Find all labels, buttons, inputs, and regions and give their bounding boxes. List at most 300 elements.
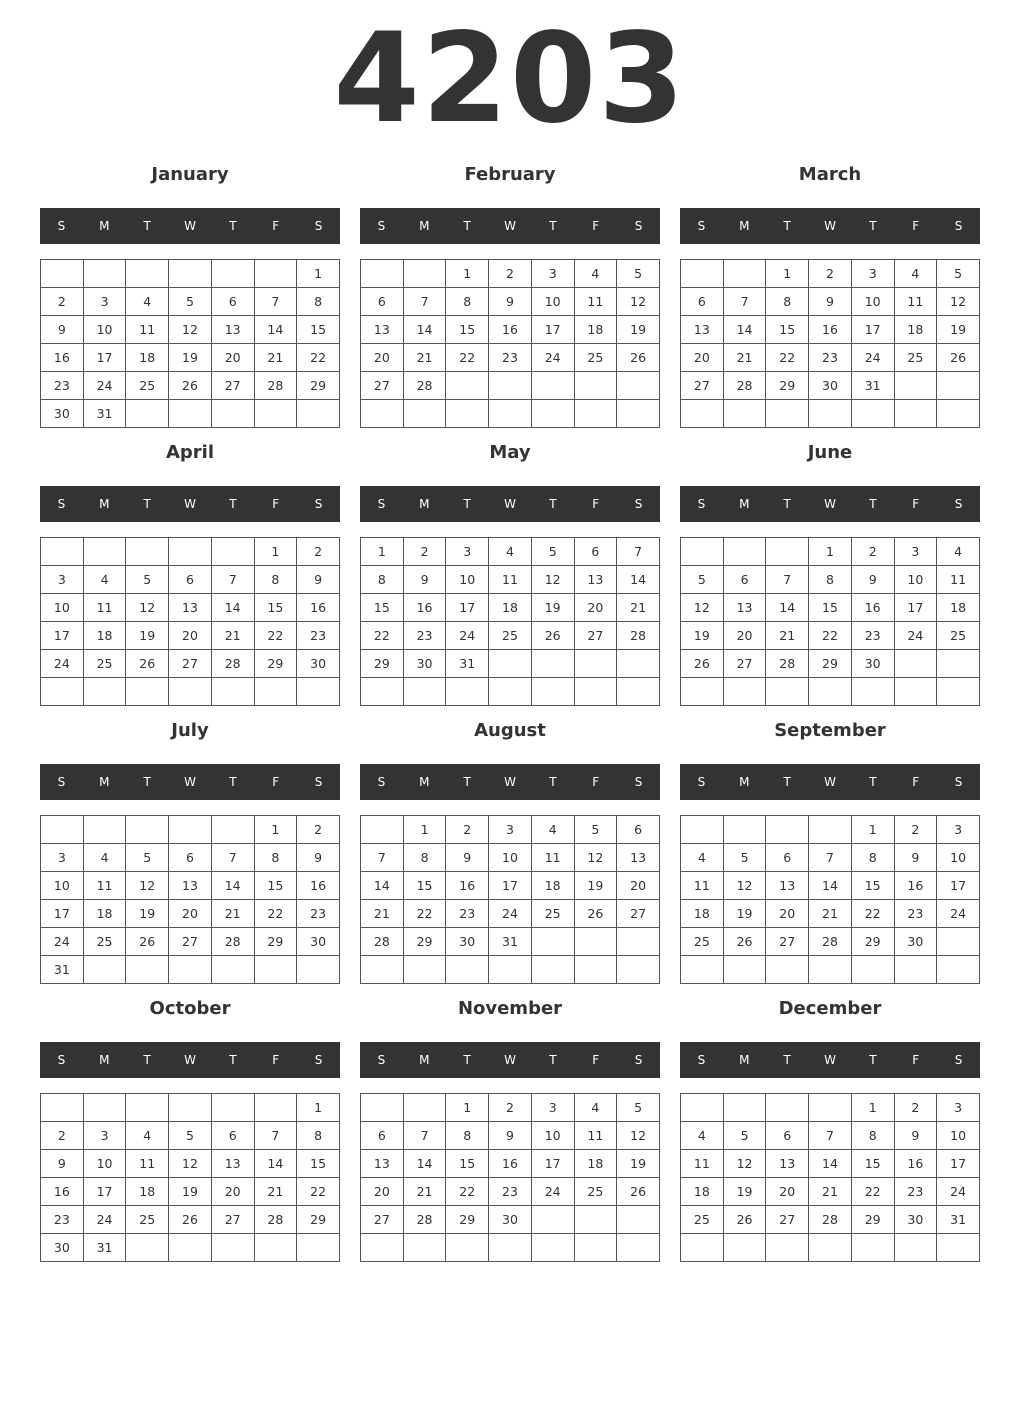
week-row (41, 566, 340, 594)
day-cell: 28 (766, 650, 809, 678)
day-cell: 5 (681, 566, 724, 594)
day-cell (809, 400, 852, 428)
day-cell: 18 (126, 344, 169, 372)
day-cell: 17 (937, 872, 980, 900)
day-cell (126, 816, 169, 844)
week-row (41, 622, 340, 650)
day-cell: 6 (361, 288, 404, 316)
day-cell: 7 (254, 288, 297, 316)
day-cell: 17 (41, 900, 84, 928)
day-cell: 15 (766, 316, 809, 344)
weekday-label: W (824, 219, 836, 233)
day-cell: 12 (531, 566, 574, 594)
weekday-label: T (549, 1053, 557, 1067)
day-cell: 9 (297, 844, 340, 872)
weekday-label: W (184, 497, 196, 511)
day-cell: 12 (126, 872, 169, 900)
day-cell: 22 (254, 900, 297, 928)
weekday-label: W (504, 497, 516, 511)
day-cell (489, 1234, 532, 1262)
day-cell (723, 260, 766, 288)
day-cell: 3 (851, 260, 894, 288)
weekday-label: S (377, 1053, 386, 1067)
week-row (681, 288, 980, 316)
day-cell (403, 1094, 446, 1122)
weekday-label: F (912, 219, 920, 233)
day-cell (211, 678, 254, 706)
week-row (681, 650, 980, 678)
weekday-label: T (229, 497, 237, 511)
day-cell: 23 (297, 622, 340, 650)
day-cell: 31 (851, 372, 894, 400)
weekday-label: T (869, 775, 877, 789)
week-row (361, 372, 660, 400)
week-row (41, 260, 340, 288)
day-cell: 5 (723, 844, 766, 872)
day-grid (680, 537, 980, 706)
day-cell: 11 (574, 1122, 617, 1150)
day-cell (297, 956, 340, 984)
day-cell: 6 (723, 566, 766, 594)
weekday-label: S (314, 219, 323, 233)
day-cell: 10 (83, 316, 126, 344)
day-cell (851, 678, 894, 706)
day-cell (723, 1234, 766, 1262)
day-cell (169, 678, 212, 706)
day-cell: 5 (723, 1122, 766, 1150)
day-cell (403, 1234, 446, 1262)
day-cell: 4 (681, 844, 724, 872)
day-cell: 5 (531, 538, 574, 566)
day-cell (937, 400, 980, 428)
day-cell: 22 (766, 344, 809, 372)
day-cell: 29 (297, 372, 340, 400)
weekday-label: T (463, 775, 471, 789)
week-row (41, 956, 340, 984)
day-cell: 18 (531, 872, 574, 900)
week-row (41, 594, 340, 622)
weekday-label: S (634, 1053, 643, 1067)
day-cell (531, 678, 574, 706)
day-cell: 9 (403, 566, 446, 594)
day-cell: 19 (126, 622, 169, 650)
week-row (41, 650, 340, 678)
day-cell: 4 (681, 1122, 724, 1150)
day-cell: 12 (617, 288, 660, 316)
day-cell (681, 678, 724, 706)
day-cell (617, 372, 660, 400)
day-cell: 1 (254, 816, 297, 844)
week-row (41, 316, 340, 344)
week-row (361, 872, 660, 900)
week-row (361, 1094, 660, 1122)
day-cell (41, 538, 84, 566)
day-cell: 23 (851, 622, 894, 650)
weekday-label: F (272, 775, 280, 789)
weekday-label: S (634, 219, 643, 233)
day-cell: 24 (489, 900, 532, 928)
weekday-label: F (592, 219, 600, 233)
weekday-label: F (912, 775, 920, 789)
day-cell: 26 (617, 344, 660, 372)
day-cell: 10 (41, 872, 84, 900)
day-cell (403, 678, 446, 706)
day-cell: 15 (851, 1150, 894, 1178)
week-row (681, 1122, 980, 1150)
week-row (681, 956, 980, 984)
day-cell (617, 956, 660, 984)
weekday-label: W (504, 219, 516, 233)
day-cell (937, 372, 980, 400)
weekday-label: T (143, 775, 151, 789)
day-cell: 6 (169, 844, 212, 872)
day-cell (574, 678, 617, 706)
day-cell: 16 (297, 594, 340, 622)
week-row (361, 1234, 660, 1262)
day-cell: 2 (41, 288, 84, 316)
day-cell: 4 (574, 260, 617, 288)
day-cell: 24 (894, 622, 937, 650)
day-cell (446, 678, 489, 706)
day-cell: 14 (211, 594, 254, 622)
day-cell (254, 400, 297, 428)
month-title: December (778, 998, 882, 1019)
day-cell: 8 (297, 1122, 340, 1150)
day-cell: 24 (83, 1206, 126, 1234)
day-cell: 26 (126, 928, 169, 956)
day-cell: 25 (489, 622, 532, 650)
day-cell: 16 (41, 344, 84, 372)
day-cell: 10 (446, 566, 489, 594)
week-row (41, 1234, 340, 1262)
week-row (681, 900, 980, 928)
day-cell (809, 1234, 852, 1262)
weekday-label: T (463, 219, 471, 233)
day-cell: 23 (489, 344, 532, 372)
day-cell (766, 1094, 809, 1122)
day-cell: 11 (531, 844, 574, 872)
day-cell: 29 (766, 372, 809, 400)
day-cell: 14 (809, 1150, 852, 1178)
day-cell: 11 (681, 1150, 724, 1178)
weekday-label: T (143, 1053, 151, 1067)
day-cell: 25 (894, 344, 937, 372)
day-cell: 6 (617, 816, 660, 844)
week-row (361, 622, 660, 650)
day-cell: 15 (446, 316, 489, 344)
day-cell: 28 (211, 928, 254, 956)
day-cell: 4 (126, 288, 169, 316)
week-row (41, 1122, 340, 1150)
weekday-header (360, 1042, 660, 1078)
day-cell: 21 (211, 622, 254, 650)
week-row (681, 1206, 980, 1234)
day-cell: 22 (851, 1178, 894, 1206)
month-title: June (807, 442, 853, 463)
day-cell: 9 (489, 1122, 532, 1150)
day-cell (361, 400, 404, 428)
day-cell: 31 (83, 400, 126, 428)
day-cell: 20 (211, 344, 254, 372)
day-cell: 25 (83, 650, 126, 678)
week-row (361, 1150, 660, 1178)
day-cell: 30 (809, 372, 852, 400)
week-row (41, 538, 340, 566)
day-cell: 1 (851, 816, 894, 844)
day-cell: 8 (766, 288, 809, 316)
day-cell: 1 (254, 538, 297, 566)
day-cell: 23 (809, 344, 852, 372)
day-cell: 21 (617, 594, 660, 622)
day-cell (403, 400, 446, 428)
day-cell: 13 (211, 1150, 254, 1178)
day-cell: 2 (894, 816, 937, 844)
weekday-label: T (229, 775, 237, 789)
weekday-label: T (143, 219, 151, 233)
day-cell: 10 (489, 844, 532, 872)
day-cell: 17 (489, 872, 532, 900)
day-cell: 29 (809, 650, 852, 678)
day-cell: 5 (126, 566, 169, 594)
day-cell: 28 (617, 622, 660, 650)
day-cell: 13 (169, 872, 212, 900)
day-cell: 3 (41, 844, 84, 872)
day-cell: 1 (766, 260, 809, 288)
day-cell: 4 (894, 260, 937, 288)
day-cell (681, 260, 724, 288)
day-cell: 28 (211, 650, 254, 678)
day-cell: 20 (169, 900, 212, 928)
day-cell (809, 678, 852, 706)
week-row (681, 316, 980, 344)
day-cell: 3 (937, 1094, 980, 1122)
day-cell: 27 (361, 1206, 404, 1234)
day-cell (254, 678, 297, 706)
day-cell: 13 (361, 316, 404, 344)
day-cell (531, 956, 574, 984)
day-cell: 20 (361, 1178, 404, 1206)
day-cell: 9 (446, 844, 489, 872)
day-cell (617, 400, 660, 428)
day-cell: 8 (809, 566, 852, 594)
day-cell (937, 678, 980, 706)
day-cell: 27 (211, 372, 254, 400)
day-cell: 18 (681, 1178, 724, 1206)
day-cell: 11 (681, 872, 724, 900)
day-cell (254, 1234, 297, 1262)
day-cell: 2 (41, 1122, 84, 1150)
week-row (361, 956, 660, 984)
day-cell: 23 (489, 1178, 532, 1206)
day-cell: 27 (361, 372, 404, 400)
day-cell: 5 (617, 1094, 660, 1122)
weekday-label: T (869, 497, 877, 511)
day-cell: 26 (937, 344, 980, 372)
week-row (361, 1206, 660, 1234)
weekday-label: T (549, 219, 557, 233)
day-cell: 28 (403, 1206, 446, 1234)
weekday-label: S (954, 219, 963, 233)
week-row (681, 872, 980, 900)
day-cell (169, 1234, 212, 1262)
day-cell: 22 (851, 900, 894, 928)
day-grid (40, 1093, 340, 1262)
day-cell (126, 260, 169, 288)
day-cell (574, 650, 617, 678)
day-cell: 20 (211, 1178, 254, 1206)
day-cell: 9 (894, 1122, 937, 1150)
day-cell (894, 372, 937, 400)
day-cell: 29 (297, 1206, 340, 1234)
month-title: October (149, 998, 231, 1019)
day-cell: 18 (83, 622, 126, 650)
day-cell (211, 538, 254, 566)
day-cell: 22 (446, 1178, 489, 1206)
weekday-label: S (314, 1053, 323, 1067)
week-row (41, 816, 340, 844)
day-cell (297, 678, 340, 706)
week-row (681, 566, 980, 594)
day-cell: 18 (126, 1178, 169, 1206)
weekday-header (360, 486, 660, 522)
week-row (361, 288, 660, 316)
day-cell: 14 (403, 316, 446, 344)
weekday-label: S (697, 497, 706, 511)
day-cell: 12 (723, 872, 766, 900)
weekday-label: S (377, 219, 386, 233)
day-cell (211, 956, 254, 984)
day-cell: 13 (211, 316, 254, 344)
day-cell: 3 (894, 538, 937, 566)
week-row (41, 872, 340, 900)
day-cell (169, 816, 212, 844)
day-cell: 23 (446, 900, 489, 928)
day-cell: 5 (574, 816, 617, 844)
day-cell: 18 (83, 900, 126, 928)
day-cell: 6 (361, 1122, 404, 1150)
day-cell: 6 (211, 288, 254, 316)
day-cell: 5 (126, 844, 169, 872)
weekday-label: F (592, 775, 600, 789)
day-cell (851, 400, 894, 428)
week-row (681, 594, 980, 622)
day-cell (723, 400, 766, 428)
day-cell: 20 (617, 872, 660, 900)
weekday-header (680, 486, 980, 522)
day-cell: 15 (297, 1150, 340, 1178)
day-cell (617, 928, 660, 956)
day-cell: 9 (297, 566, 340, 594)
day-cell (211, 400, 254, 428)
week-row (41, 900, 340, 928)
week-row (41, 1094, 340, 1122)
day-cell (126, 538, 169, 566)
week-row (681, 260, 980, 288)
day-cell: 10 (937, 1122, 980, 1150)
week-row (361, 678, 660, 706)
weekday-label: S (57, 775, 66, 789)
day-cell: 10 (851, 288, 894, 316)
day-cell (574, 372, 617, 400)
day-cell (361, 956, 404, 984)
day-cell (681, 400, 724, 428)
day-cell: 7 (809, 1122, 852, 1150)
week-row (361, 816, 660, 844)
day-cell: 26 (617, 1178, 660, 1206)
day-cell: 6 (574, 538, 617, 566)
day-cell: 14 (809, 872, 852, 900)
day-cell: 28 (254, 372, 297, 400)
day-cell: 15 (851, 872, 894, 900)
week-row (41, 400, 340, 428)
day-cell (937, 650, 980, 678)
week-row (361, 650, 660, 678)
day-cell: 4 (83, 844, 126, 872)
day-cell (766, 678, 809, 706)
day-cell (894, 678, 937, 706)
day-cell: 12 (169, 316, 212, 344)
day-cell: 6 (766, 844, 809, 872)
day-cell: 26 (169, 372, 212, 400)
day-cell: 21 (403, 344, 446, 372)
day-cell: 9 (809, 288, 852, 316)
weekday-label: S (634, 497, 643, 511)
day-cell (126, 400, 169, 428)
day-cell: 22 (403, 900, 446, 928)
day-cell: 8 (361, 566, 404, 594)
day-cell: 6 (681, 288, 724, 316)
day-cell (446, 1234, 489, 1262)
day-cell (766, 538, 809, 566)
day-cell: 7 (211, 566, 254, 594)
week-row (681, 844, 980, 872)
weekday-label: S (697, 775, 706, 789)
day-cell: 12 (617, 1122, 660, 1150)
day-cell: 25 (681, 928, 724, 956)
day-cell: 9 (41, 316, 84, 344)
weekday-label: W (824, 775, 836, 789)
day-cell: 3 (83, 288, 126, 316)
day-cell: 30 (489, 1206, 532, 1234)
week-row (681, 400, 980, 428)
day-cell (254, 956, 297, 984)
day-cell (403, 956, 446, 984)
weekday-label: T (143, 497, 151, 511)
day-cell (894, 650, 937, 678)
day-cell (809, 1094, 852, 1122)
weekday-label: M (739, 775, 750, 789)
day-cell (41, 816, 84, 844)
weekday-label: M (419, 219, 430, 233)
day-cell (681, 538, 724, 566)
day-cell: 10 (531, 1122, 574, 1150)
day-cell: 18 (574, 1150, 617, 1178)
day-cell: 20 (574, 594, 617, 622)
day-cell: 15 (446, 1150, 489, 1178)
week-row (681, 538, 980, 566)
weekday-label: M (99, 1053, 110, 1067)
day-cell: 1 (297, 260, 340, 288)
weekday-label: T (783, 1053, 791, 1067)
day-cell: 12 (169, 1150, 212, 1178)
day-cell: 10 (894, 566, 937, 594)
day-cell: 3 (531, 1094, 574, 1122)
day-cell (126, 956, 169, 984)
week-row (41, 372, 340, 400)
day-cell: 9 (894, 844, 937, 872)
week-row (41, 288, 340, 316)
weekday-header (680, 764, 980, 800)
